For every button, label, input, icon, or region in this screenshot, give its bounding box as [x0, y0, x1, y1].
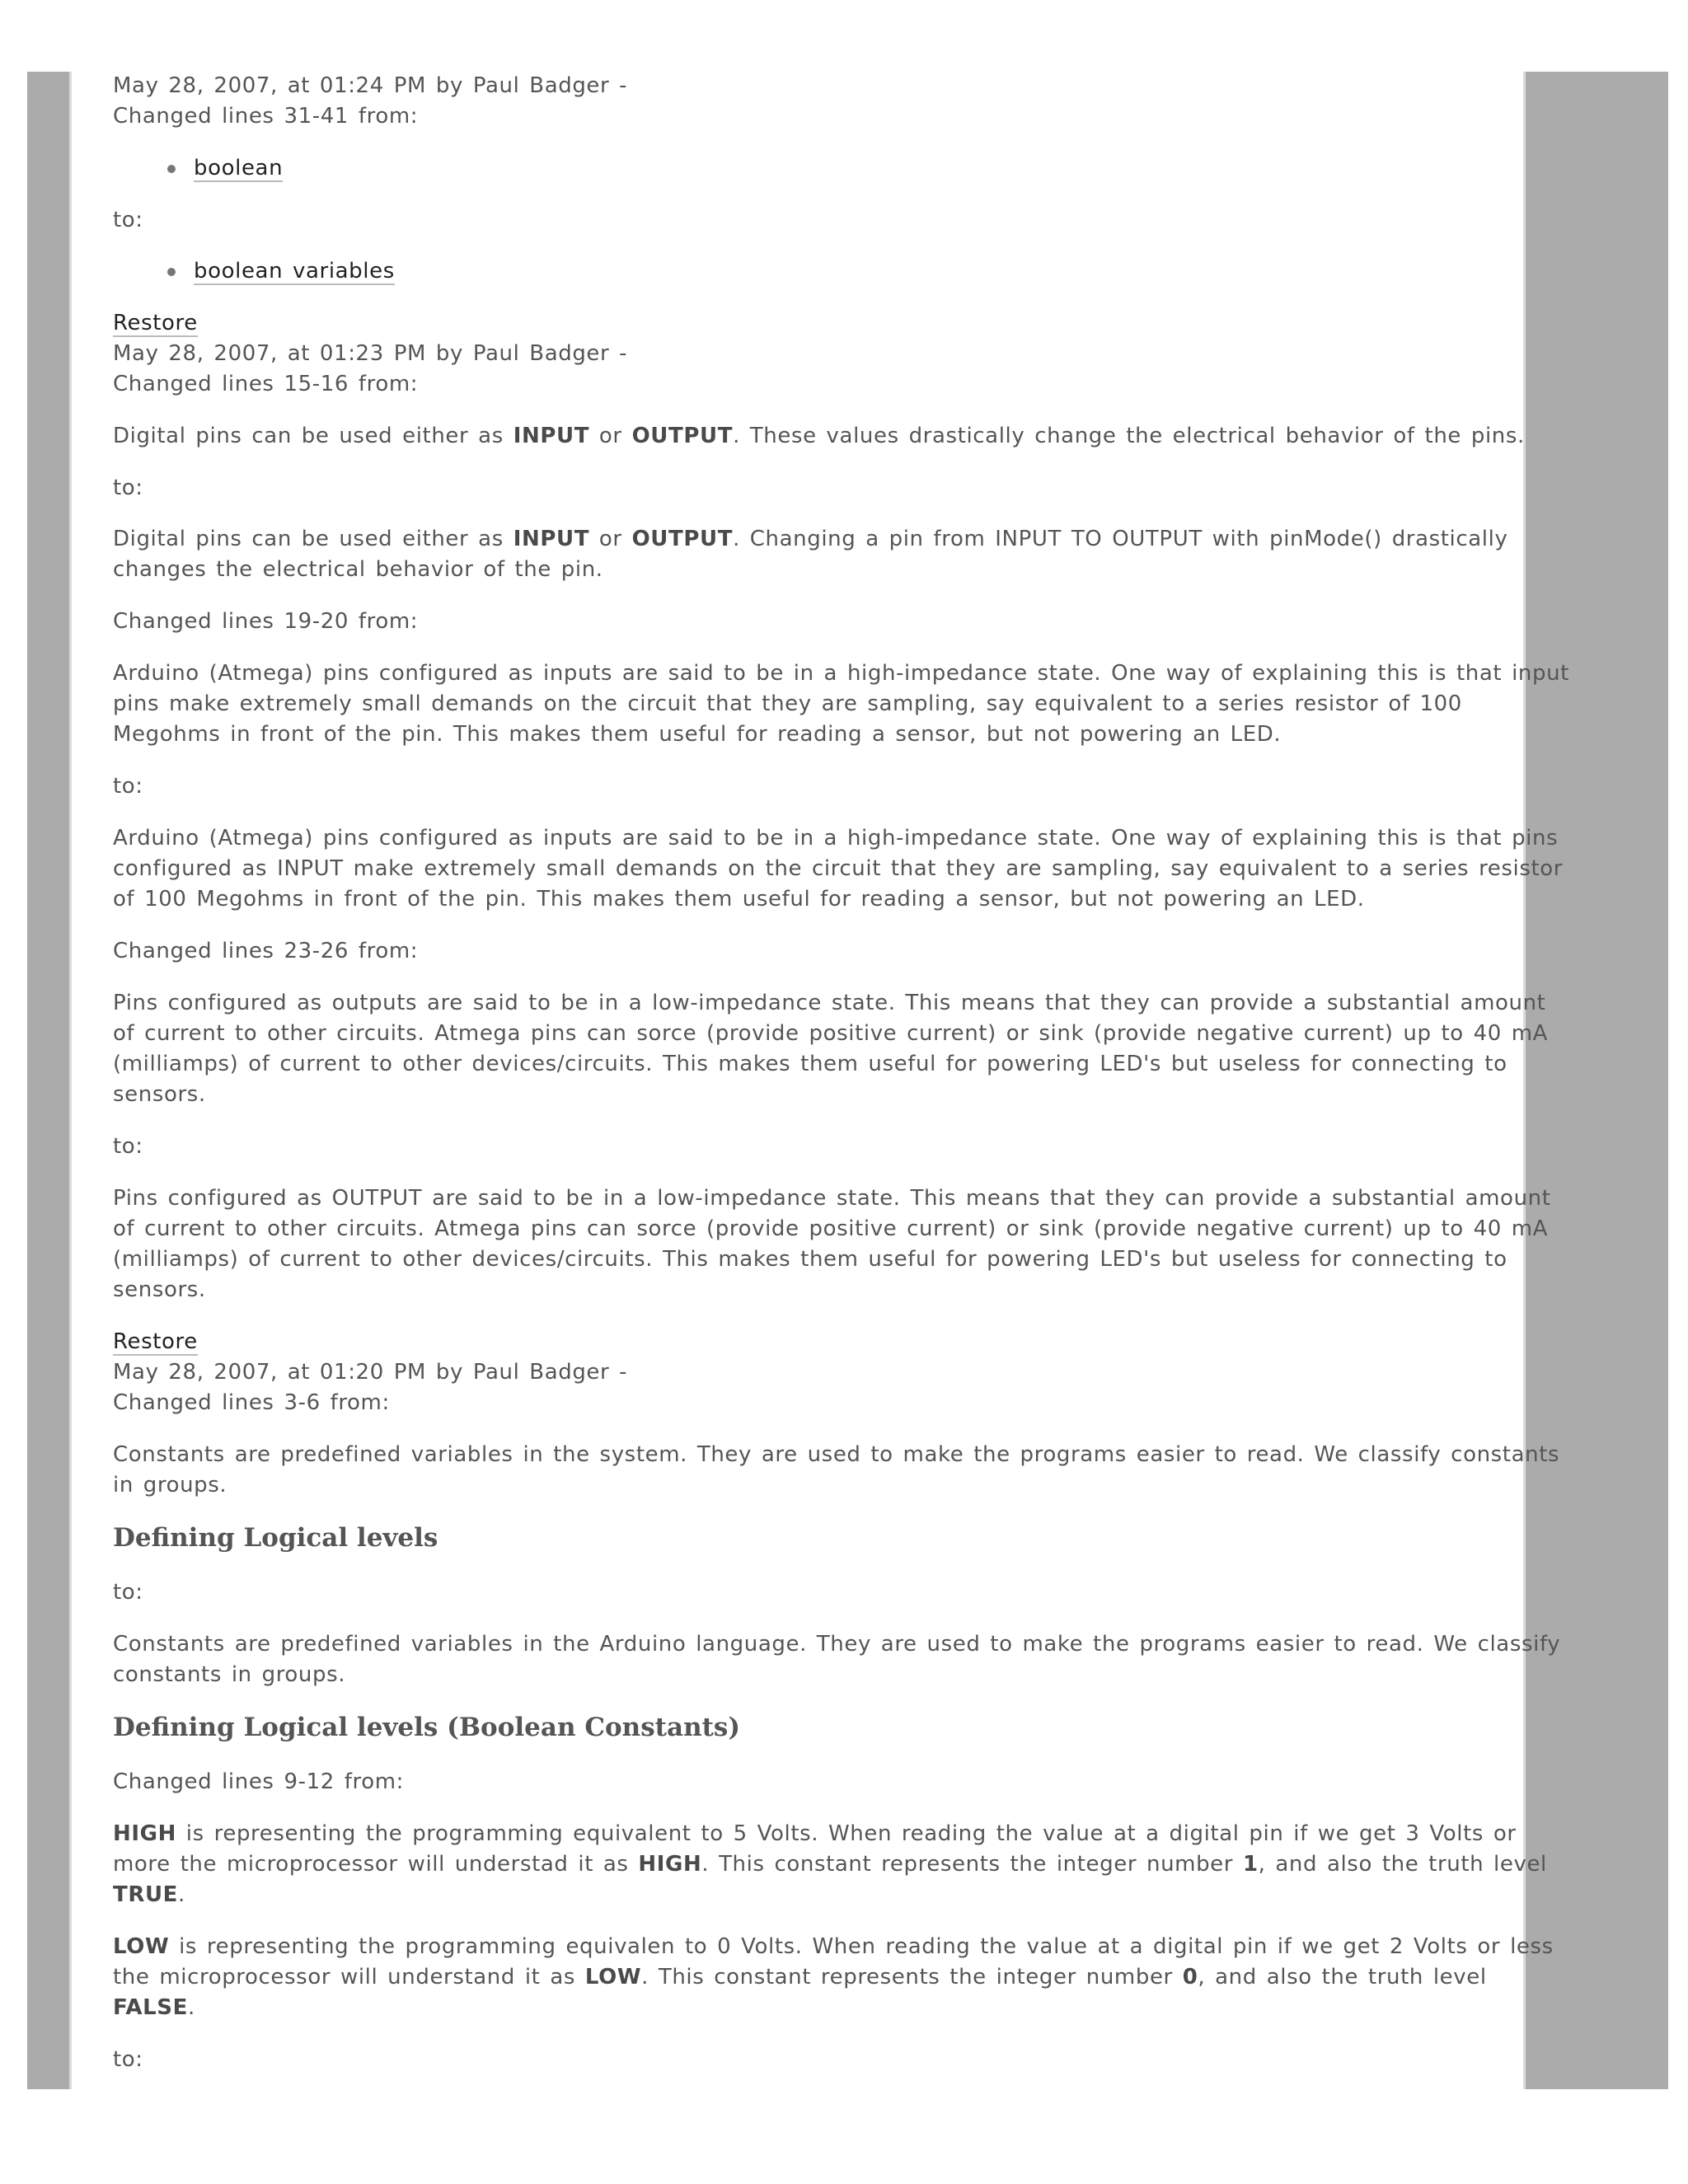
diff-to-text: (milliamps) of current to other devices/circuits. This makes them useful for powering LED's but useless for connecting to — [113, 1247, 1507, 1272]
boolean-link[interactable]: boolean — [194, 156, 284, 180]
diff-from-text: HIGH is representing the programming equivalent to 5 Volts. When reading the value at a digital pin if we get 3 Volts or — [113, 1821, 1517, 1846]
revision-header: May 28, 2007, at 01:20 PM by Paul Badger - — [113, 1360, 628, 1385]
list-item — [194, 256, 395, 287]
diff-from-heading: Defining Logical levels — [113, 1523, 438, 1553]
revision-header: May 28, 2007, at 01:23 PM by Paul Badger - — [113, 341, 628, 366]
diff-to-text: configured as INPUT make extremely small demands on the circuit that they are sampling, say equivalent to a series resistor — [113, 856, 1564, 881]
to-label: to: — [113, 1134, 143, 1159]
diff-to-text: Pins configured as OUTPUT are said to be in a low-impedance state. This means that they can provide a substantial amount — [113, 1186, 1551, 1211]
left-sidebar-bar — [27, 72, 72, 2089]
restore-link[interactable]: Restore — [113, 1329, 198, 1354]
change-label: Changed lines 23-26 from: — [113, 939, 419, 963]
diff-from-text: FALSE. — [113, 1995, 195, 2020]
diff-to-text: Digital pins can be used either as INPUT or OUTPUT. Changing a pin from INPUT TO OUTPUT with pinMode() drastically — [113, 527, 1508, 551]
diff-from-text: Arduino (Atmega) pins configured as inputs are said to be in a high-impedance state. One way of explaining this is that input — [113, 661, 1569, 686]
diff-from-text: of current to other circuits. Atmega pins can sorce (provide positive current) or sink (provide negative current) up to 40 mA — [113, 1021, 1549, 1046]
diff-from-text: (milliamps) of current to other devices/circuits. This makes them useful for powering LED's but useless for connecting to — [113, 1052, 1507, 1076]
change-label: Changed lines 19-20 from: — [113, 609, 419, 634]
diff-from-text: Digital pins can be used either as INPUT or OUTPUT. These values drastically change the electrical behavior of the pins. — [113, 424, 1525, 448]
diff-from-text: the microprocessor will understand it as LOW. This constant represents the integer number 0, and also the truth level — [113, 1965, 1487, 1990]
diff-from-text: more the microprocessor will understad it as HIGH. This constant represents the integer number 1, and also the truth level — [113, 1852, 1547, 1877]
diff-from-text: pins make extremely small demands on the circuit that they are sampling, say equivalent to a series resistor of 100 — [113, 691, 1462, 716]
diff-from-text: Constants are predefined variables in the system. They are used to make the programs easier to read. We classify constants — [113, 1442, 1560, 1467]
change-label: Changed lines 9-12 from: — [113, 1769, 404, 1794]
diff-to-text: sensors. — [113, 1277, 206, 1302]
list-item — [194, 153, 283, 184]
bullet-icon — [167, 165, 176, 173]
diff-to-heading: Defining Logical levels (Boolean Constants) — [113, 1713, 741, 1742]
restore-row — [113, 1327, 198, 1357]
diff-to-text: constants in groups. — [113, 1662, 346, 1687]
change-label: Changed lines 15-16 from: — [113, 372, 419, 396]
to-label: to: — [113, 774, 143, 799]
diff-to-text: Arduino (Atmega) pins configured as inputs are said to be in a high-impedance state. One way of explaining this is that pins — [113, 826, 1559, 851]
to-label: to: — [113, 208, 143, 232]
boolean-variables-link[interactable]: boolean variables — [194, 259, 395, 284]
to-label: to: — [113, 2047, 143, 2072]
diff-from-text: TRUE. — [113, 1882, 185, 1907]
to-label: to: — [113, 476, 143, 500]
diff-to-text: Constants are predefined variables in the Arduino language. They are used to make the programs easier to read. We classify — [113, 1632, 1561, 1657]
change-label: Changed lines 3-6 from: — [113, 1390, 390, 1415]
diff-from-text: in groups. — [113, 1473, 227, 1497]
diff-to-text: of 100 Megohms in front of the pin. This makes them useful for reading a sensor, but not powering an LED. — [113, 887, 1365, 912]
bullet-icon — [167, 268, 176, 276]
right-sidebar-bar — [1523, 72, 1668, 2089]
revision-header: May 28, 2007, at 01:24 PM by Paul Badger - — [113, 73, 628, 98]
restore-row — [113, 308, 198, 339]
restore-link[interactable]: Restore — [113, 311, 198, 335]
diff-from-text: sensors. — [113, 1082, 206, 1107]
to-label: to: — [113, 1580, 143, 1605]
diff-to-text: changes the electrical behavior of the pin. — [113, 557, 603, 582]
change-label: Changed lines 31-41 from: — [113, 104, 419, 129]
diff-from-text: LOW is representing the programming equivalen to 0 Volts. When reading the value at a digital pin if we get 2 Volts or less — [113, 1934, 1554, 1959]
diff-from-text: Megohms in front of the pin. This makes them useful for reading a sensor, but not powering an LED. — [113, 722, 1282, 747]
diff-from-text: Pins configured as outputs are said to be in a low-impedance state. This means that they can provide a substantial amount — [113, 991, 1546, 1015]
diff-to-text: of current to other circuits. Atmega pins can sorce (provide positive current) or sink (provide negative current) up to 40 mA — [113, 1216, 1549, 1241]
